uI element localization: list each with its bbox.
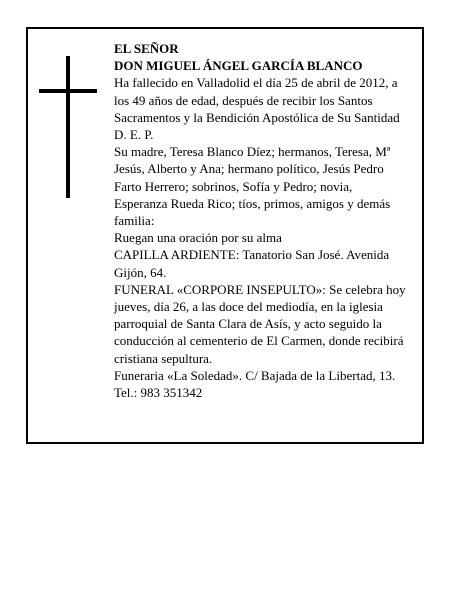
chapel-line: CAPILLA ARDIENTE: Tanatorio San José. Avenida [114, 247, 390, 263]
family-line: Farto Herrero; sobrinos, Sofía y Pedro; novia, [114, 178, 353, 194]
obituary-notice [26, 27, 424, 444]
funeral-line: parroquial de Santa Clara de Asís, y acto seguido la [114, 316, 382, 332]
family-line: Jesús, Alberto y Ana; hermano político, Jesús Pedro [114, 161, 384, 177]
family-line: Esperanza Rueda Rico; tíos, primos, amigos y demás [114, 195, 391, 211]
death-announcement-line: Sacramentos y la Bendición Apostólica de Su Santidad [114, 109, 400, 125]
funeral-line: conducción al cementerio de El Carmen, donde recibirá [114, 333, 404, 349]
cross-horizontal-bar [39, 89, 97, 93]
funeral-line: cristiana sepultura. [114, 350, 213, 366]
family-line: familia: [114, 213, 155, 229]
cross-vertical-bar [66, 56, 70, 198]
deceased-name: DON MIGUEL ÁNGEL GARCÍA BLANCO [114, 58, 363, 74]
death-announcement-line: los 49 años de edad, después de recibir los Santos [114, 92, 373, 108]
family-line: Su madre, Teresa Blanco Díez; hermanos, Teresa, Mª [114, 144, 391, 160]
funeral-home-line: Funeraria «La Soledad». C/ Bajada de la Libertad, 13. [114, 367, 396, 383]
cross-icon [39, 56, 97, 198]
chapel-line: Gijón, 64. [114, 264, 167, 280]
funeral-line: FUNERAL «CORPORE INSEPULTO»: Se celebra hoy [114, 281, 406, 297]
rest-in-peace-line: D. E. P. [114, 127, 154, 143]
phone-line: Tel.: 983 351342 [114, 385, 203, 401]
prayer-request-line: Ruegan una oración por su alma [114, 230, 282, 246]
funeral-line: jueves, día 26, a las doce del mediodía, en la iglesia [114, 299, 383, 315]
death-announcement-line: Ha fallecido en Valladolid el día 25 de abril de 2012, a [114, 75, 398, 91]
notice-text [114, 40, 419, 401]
heading-title: EL SEÑOR [114, 41, 179, 56]
